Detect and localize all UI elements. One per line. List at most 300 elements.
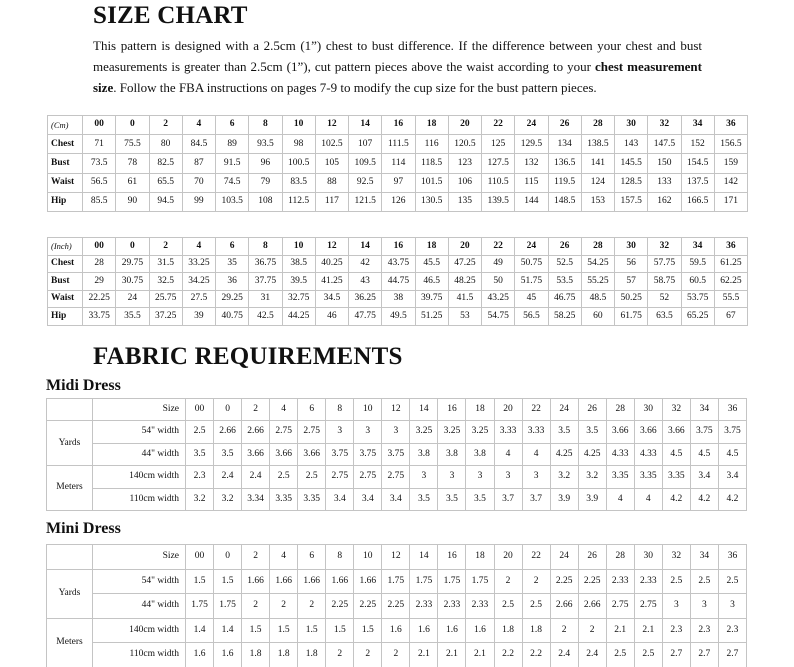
measurement-cell: 143 [615, 135, 648, 154]
measurement-cell: 129.5 [515, 135, 548, 154]
fabric-amount-cell: 4.2 [718, 488, 746, 510]
fabric-amount-cell: 1.4 [214, 618, 242, 643]
measurement-cell: 142 [714, 173, 747, 192]
measurement-cell: 40.25 [315, 255, 348, 273]
measurement-cell: 93.5 [249, 135, 282, 154]
measurement-cell: 139.5 [482, 192, 515, 211]
width-label: 54" width [93, 421, 186, 443]
measurement-cell: 117 [315, 192, 348, 211]
measurement-row [48, 173, 748, 192]
fabric-amount-cell: 3.35 [662, 466, 690, 488]
fabric-amount-cell: 2.5 [690, 569, 718, 594]
size-header-cell: 14 [349, 238, 382, 256]
fabric-amount-cell: 4.25 [550, 443, 578, 465]
width-label: 140cm width [93, 466, 186, 488]
measurement-cell: 22.25 [83, 290, 116, 308]
measurement-cell: 83.5 [282, 173, 315, 192]
size-header-cell: 18 [466, 545, 494, 570]
measurement-cell: 70 [182, 173, 215, 192]
fabric-amount-cell: 2 [326, 643, 354, 667]
measurement-cell: 38.5 [282, 255, 315, 273]
size-header-cell: 8 [326, 399, 354, 421]
fabric-amount-cell: 1.6 [186, 643, 214, 667]
size-header-row [48, 238, 748, 256]
size-header-cell: 12 [382, 399, 410, 421]
measurement-cell: 156.5 [714, 135, 747, 154]
fabric-amount-cell: 3.66 [606, 421, 634, 443]
fabric-amount-cell: 2.25 [578, 569, 606, 594]
size-header-cell: 22 [482, 238, 515, 256]
measurement-cell: 115 [515, 173, 548, 192]
fabric-amount-cell: 2.75 [270, 421, 298, 443]
size-header-cell: 36 [718, 545, 746, 570]
fabric-amount-cell: 3 [718, 594, 746, 619]
measurement-cell: 121.5 [349, 192, 382, 211]
measurement-cell: 31 [249, 290, 282, 308]
size-header-cell: 4 [270, 545, 298, 570]
fabric-amount-cell: 3 [326, 421, 354, 443]
size-header-cell: 34 [690, 545, 718, 570]
measurement-cell: 141 [581, 154, 614, 173]
fabric-amount-cell: 1.75 [466, 569, 494, 594]
measurement-cell: 61.25 [714, 255, 747, 273]
fabric-amount-cell: 2.3 [690, 618, 718, 643]
fabric-amount-cell: 2.5 [522, 594, 550, 619]
measurement-cell: 85.5 [83, 192, 116, 211]
measurement-cell: 43.25 [482, 290, 515, 308]
width-label: 54" width [93, 569, 186, 594]
measurement-cell: 39.5 [282, 273, 315, 291]
size-header-cell: 18 [415, 116, 448, 135]
measurement-cell: 48.5 [581, 290, 614, 308]
measurement-cell: 56.5 [83, 173, 116, 192]
fabric-amount-cell: 3 [354, 421, 382, 443]
fabric-amount-cell: 2 [494, 569, 522, 594]
size-header-cell: 32 [662, 545, 690, 570]
size-header-cell: 16 [382, 116, 415, 135]
measurement-cell: 90 [116, 192, 149, 211]
fabric-amount-cell: 2.5 [662, 569, 690, 594]
measurement-cell: 54.25 [581, 255, 614, 273]
measurement-cell: 171 [714, 192, 747, 211]
measurement-cell: 71 [83, 135, 116, 154]
size-header-cell: 18 [466, 399, 494, 421]
size-header-cell: 00 [186, 399, 214, 421]
fabric-amount-cell: 3.5 [214, 443, 242, 465]
size-header-cell: 32 [648, 238, 681, 256]
fabric-amount-cell: 2.5 [298, 466, 326, 488]
fabric-amount-cell: 3.33 [522, 421, 550, 443]
measurement-cell: 50 [482, 273, 515, 291]
measurement-cell: 43 [349, 273, 382, 291]
measurement-cell: 138.5 [581, 135, 614, 154]
measurement-cell: 152 [681, 135, 714, 154]
size-header-cell: 16 [438, 399, 466, 421]
size-header-cell: 10 [282, 238, 315, 256]
measurement-cell: 116 [415, 135, 448, 154]
measurement-cell: 46.5 [415, 273, 448, 291]
measurement-cell: 38 [382, 290, 415, 308]
measurement-cell: 114 [382, 154, 415, 173]
size-header-cell: 0 [116, 116, 149, 135]
fabric-amount-cell: 1.8 [494, 618, 522, 643]
fabric-amount-cell: 2.3 [718, 618, 746, 643]
fabric-amount-cell: 3.7 [522, 488, 550, 510]
measurement-cell: 53.75 [681, 290, 714, 308]
measurement-cell: 80 [149, 135, 182, 154]
fabric-row [47, 488, 747, 510]
unit-label: (Inch) [48, 238, 83, 256]
width-label: 140cm width [93, 618, 186, 643]
fabric-amount-cell: 3.4 [718, 466, 746, 488]
fabric-amount-cell: 3.33 [494, 421, 522, 443]
fabric-amount-cell: 2.66 [242, 421, 270, 443]
size-header-cell: 0 [214, 545, 242, 570]
measurement-cell: 111.5 [382, 135, 415, 154]
measurement-row [48, 255, 748, 273]
fabric-amount-cell: 3.5 [410, 488, 438, 510]
measurement-cell: 52.5 [548, 255, 581, 273]
fabric-amount-cell: 3.7 [494, 488, 522, 510]
fabric-amount-cell: 3.35 [298, 488, 326, 510]
fabric-amount-cell: 2.75 [298, 421, 326, 443]
measurement-cell: 45 [515, 290, 548, 308]
measurement-cell: 61 [116, 173, 149, 192]
cm-size-table [47, 115, 748, 212]
measurement-cell: 39 [182, 308, 215, 326]
fabric-amount-cell: 1.6 [438, 618, 466, 643]
size-header-cell: 2 [149, 238, 182, 256]
fabric-amount-cell: 3.5 [186, 443, 214, 465]
measurement-cell: 96 [249, 154, 282, 173]
measurement-cell: 49.5 [382, 308, 415, 326]
measurement-cell: 37.25 [149, 308, 182, 326]
fabric-amount-cell: 4 [634, 488, 662, 510]
fabric-amount-cell: 2 [298, 594, 326, 619]
measurement-cell: 58.75 [648, 273, 681, 291]
row-label: Chest [48, 135, 83, 154]
size-header-cell: 12 [315, 238, 348, 256]
fabric-amount-cell: 4.2 [662, 488, 690, 510]
fabric-amount-cell: 4 [494, 443, 522, 465]
fabric-amount-cell: 4.33 [606, 443, 634, 465]
measurement-cell: 59.5 [681, 255, 714, 273]
fabric-amount-cell: 2.33 [634, 569, 662, 594]
measurement-cell: 147.5 [648, 135, 681, 154]
fabric-amount-cell: 3.5 [438, 488, 466, 510]
fabric-amount-cell: 3.8 [438, 443, 466, 465]
size-header-cell: 34 [690, 399, 718, 421]
size-header-cell: 14 [410, 399, 438, 421]
measurement-cell: 124 [581, 173, 614, 192]
measurement-cell: 87 [182, 154, 215, 173]
size-header-cell: 30 [634, 545, 662, 570]
measurement-cell: 74.5 [216, 173, 249, 192]
size-chart-title: SIZE CHART [93, 2, 248, 29]
measurement-cell: 57 [615, 273, 648, 291]
measurement-cell: 132 [515, 154, 548, 173]
measurement-cell: 88 [315, 173, 348, 192]
fabric-amount-cell: 3.75 [718, 421, 746, 443]
fabric-amount-cell: 2 [522, 569, 550, 594]
size-header-cell: 00 [186, 545, 214, 570]
measurement-cell: 108 [249, 192, 282, 211]
measurement-cell: 33.25 [182, 255, 215, 273]
measurement-cell: 99 [182, 192, 215, 211]
fabric-amount-cell: 4.33 [634, 443, 662, 465]
measurement-cell: 153 [581, 192, 614, 211]
fabric-amount-cell: 2.25 [326, 594, 354, 619]
fabric-amount-cell: 2 [354, 643, 382, 667]
fabric-amount-cell: 2.75 [634, 594, 662, 619]
measurement-cell: 55.5 [714, 290, 747, 308]
measurement-cell: 159 [714, 154, 747, 173]
intro-text-bold: chest measurement size [93, 59, 702, 95]
fabric-amount-cell: 4.25 [578, 443, 606, 465]
size-header-cell: 20 [494, 399, 522, 421]
size-header-row [48, 116, 748, 135]
measurement-row [48, 154, 748, 173]
mini-dress-title: Mini Dress [46, 520, 121, 537]
unit-label: (Cm) [48, 116, 83, 135]
size-header-cell: 10 [354, 545, 382, 570]
measurement-cell: 32.5 [149, 273, 182, 291]
measurement-cell: 46 [315, 308, 348, 326]
fabric-amount-cell: 4.5 [662, 443, 690, 465]
measurement-cell: 24 [116, 290, 149, 308]
size-header-cell: 8 [249, 238, 282, 256]
fabric-amount-cell: 2.66 [550, 594, 578, 619]
size-header-cell: 26 [548, 116, 581, 135]
measurement-cell: 133 [648, 173, 681, 192]
measurement-cell: 46.75 [548, 290, 581, 308]
fabric-amount-cell: 3.35 [634, 466, 662, 488]
fabric-amount-cell: 1.6 [382, 618, 410, 643]
fabric-amount-cell: 1.66 [270, 569, 298, 594]
size-header-cell: 22 [482, 116, 515, 135]
fabric-amount-cell: 3.2 [214, 488, 242, 510]
fabric-amount-cell: 1.5 [326, 618, 354, 643]
measurement-cell: 162 [648, 192, 681, 211]
fabric-amount-cell: 3 [690, 594, 718, 619]
fabric-amount-cell: 1.75 [438, 569, 466, 594]
size-header-cell: 26 [548, 238, 581, 256]
size-header-cell: 16 [438, 545, 466, 570]
fabric-amount-cell: 1.66 [326, 569, 354, 594]
unit-group-label: Yards [47, 569, 93, 618]
fabric-amount-cell: 3 [662, 594, 690, 619]
measurement-cell: 43.75 [382, 255, 415, 273]
size-header-cell: 36 [714, 238, 747, 256]
measurement-row [48, 273, 748, 291]
size-header-cell: 30 [634, 399, 662, 421]
fabric-amount-cell: 3 [494, 466, 522, 488]
row-label: Hip [48, 308, 83, 326]
fabric-amount-cell: 3.4 [382, 488, 410, 510]
fabric-amount-cell: 2.3 [662, 618, 690, 643]
measurement-cell: 48.25 [448, 273, 481, 291]
measurement-cell: 82.5 [149, 154, 182, 173]
fabric-amount-cell: 2.1 [466, 643, 494, 667]
fabric-amount-cell: 2 [382, 643, 410, 667]
measurement-cell: 91.5 [216, 154, 249, 173]
row-label: Waist [48, 290, 83, 308]
size-header-cell: 00 [83, 116, 116, 135]
size-header-cell: 24 [550, 399, 578, 421]
size-header-cell: 14 [410, 545, 438, 570]
fabric-amount-cell: 1.75 [410, 569, 438, 594]
measurement-cell: 29.75 [116, 255, 149, 273]
width-label: 110cm width [93, 643, 186, 667]
measurement-cell: 41.25 [315, 273, 348, 291]
corner-cell [47, 545, 93, 570]
measurement-cell: 44.75 [382, 273, 415, 291]
fabric-amount-cell: 3.4 [326, 488, 354, 510]
size-header-cell: 4 [270, 399, 298, 421]
measurement-cell: 36.25 [349, 290, 382, 308]
fabric-amount-cell: 2.5 [634, 643, 662, 667]
fabric-row [47, 466, 747, 488]
measurement-cell: 65.5 [149, 173, 182, 192]
midi-dress-title: Midi Dress [46, 377, 121, 394]
fabric-amount-cell: 1.66 [354, 569, 382, 594]
size-header-cell: 10 [354, 399, 382, 421]
fabric-amount-cell: 1.66 [298, 569, 326, 594]
size-header-cell: 34 [681, 238, 714, 256]
fabric-amount-cell: 2.4 [550, 643, 578, 667]
fabric-amount-cell: 1.5 [270, 618, 298, 643]
fabric-amount-cell: 3.5 [550, 421, 578, 443]
fabric-row [47, 618, 747, 643]
measurement-row [48, 192, 748, 211]
fabric-amount-cell: 2.33 [438, 594, 466, 619]
size-header-cell: 28 [581, 116, 614, 135]
fabric-amount-cell: 3.8 [466, 443, 494, 465]
size-header-cell: 32 [648, 116, 681, 135]
fabric-amount-cell: 2.33 [606, 569, 634, 594]
fabric-amount-cell: 3.25 [466, 421, 494, 443]
measurement-cell: 112.5 [282, 192, 315, 211]
fabric-amount-cell: 3.75 [326, 443, 354, 465]
measurement-cell: 29 [83, 273, 116, 291]
measurement-cell: 136.5 [548, 154, 581, 173]
size-header-cell: 24 [550, 545, 578, 570]
fabric-amount-cell: 3.5 [466, 488, 494, 510]
fabric-amount-cell: 2.7 [662, 643, 690, 667]
unit-group-label: Yards [47, 421, 93, 466]
measurement-cell: 35.5 [116, 308, 149, 326]
fabric-amount-cell: 1.4 [186, 618, 214, 643]
fabric-amount-cell: 2.2 [522, 643, 550, 667]
measurement-cell: 79 [249, 173, 282, 192]
measurement-cell: 40.75 [216, 308, 249, 326]
fabric-amount-cell: 2.1 [438, 643, 466, 667]
measurement-row [48, 290, 748, 308]
corner-cell [47, 399, 93, 421]
fabric-amount-cell: 3.9 [550, 488, 578, 510]
fabric-amount-cell: 1.8 [522, 618, 550, 643]
size-header-cell: 20 [448, 238, 481, 256]
measurement-cell: 33.75 [83, 308, 116, 326]
unit-group-label: Meters [47, 466, 93, 511]
measurement-cell: 50.25 [615, 290, 648, 308]
width-label: 110cm width [93, 488, 186, 510]
size-header-cell: 24 [515, 116, 548, 135]
size-header-cell: 22 [522, 545, 550, 570]
measurement-cell: 157.5 [615, 192, 648, 211]
fabric-amount-cell: 2.33 [466, 594, 494, 619]
fabric-amount-cell: 2 [550, 618, 578, 643]
measurement-cell: 78 [116, 154, 149, 173]
measurement-cell: 32.75 [282, 290, 315, 308]
size-header-cell: 2 [242, 399, 270, 421]
measurement-cell: 134 [548, 135, 581, 154]
fabric-amount-cell: 2.25 [382, 594, 410, 619]
size-header-row [47, 399, 747, 421]
row-label: Waist [48, 173, 83, 192]
fabric-amount-cell: 2.7 [690, 643, 718, 667]
fabric-amount-cell: 2.4 [214, 466, 242, 488]
measurement-cell: 49 [482, 255, 515, 273]
fabric-amount-cell: 3.66 [298, 443, 326, 465]
intro-text-part2: . Follow the FBA instructions on pages 7-9 to modify the cup size for the bust pattern pieces. [113, 80, 597, 95]
fabric-row [47, 594, 747, 619]
fabric-amount-cell: 2.66 [578, 594, 606, 619]
measurement-cell: 45.5 [415, 255, 448, 273]
fabric-amount-cell: 2.5 [718, 569, 746, 594]
measurement-cell: 103.5 [216, 192, 249, 211]
measurement-row [48, 308, 748, 326]
size-header-cell: 8 [249, 116, 282, 135]
measurement-cell: 89 [216, 135, 249, 154]
measurement-cell: 166.5 [681, 192, 714, 211]
fabric-requirements-title: FABRIC REQUIREMENTS [93, 343, 403, 370]
measurement-cell: 47.25 [448, 255, 481, 273]
fabric-amount-cell: 3.34 [242, 488, 270, 510]
measurement-cell: 60.5 [681, 273, 714, 291]
size-header-cell: 2 [242, 545, 270, 570]
fabric-amount-cell: 1.5 [186, 569, 214, 594]
fabric-amount-cell: 3.75 [382, 443, 410, 465]
fabric-amount-cell: 2 [270, 594, 298, 619]
measurement-cell: 41.5 [448, 290, 481, 308]
fabric-amount-cell: 3.4 [690, 466, 718, 488]
fabric-amount-cell: 2.2 [494, 643, 522, 667]
fabric-row [47, 443, 747, 465]
measurement-cell: 34.25 [182, 273, 215, 291]
fabric-amount-cell: 4.5 [718, 443, 746, 465]
measurement-cell: 36.75 [249, 255, 282, 273]
fabric-amount-cell: 2.3 [186, 466, 214, 488]
size-header-cell: 4 [182, 238, 215, 256]
size-header-cell: 8 [326, 545, 354, 570]
size-header-row [47, 545, 747, 570]
fabric-amount-cell: 3.25 [410, 421, 438, 443]
measurement-cell: 110.5 [482, 173, 515, 192]
measurement-cell: 61.75 [615, 308, 648, 326]
size-header-cell: 4 [182, 116, 215, 135]
measurement-cell: 60 [581, 308, 614, 326]
measurement-cell: 42.5 [249, 308, 282, 326]
measurement-cell: 75.5 [116, 135, 149, 154]
row-label: Hip [48, 192, 83, 211]
fabric-amount-cell: 2.5 [186, 421, 214, 443]
measurement-cell: 144 [515, 192, 548, 211]
measurement-cell: 56.5 [515, 308, 548, 326]
measurement-cell: 127.5 [482, 154, 515, 173]
size-header-cell: 36 [714, 116, 747, 135]
size-label: Size [93, 399, 186, 421]
